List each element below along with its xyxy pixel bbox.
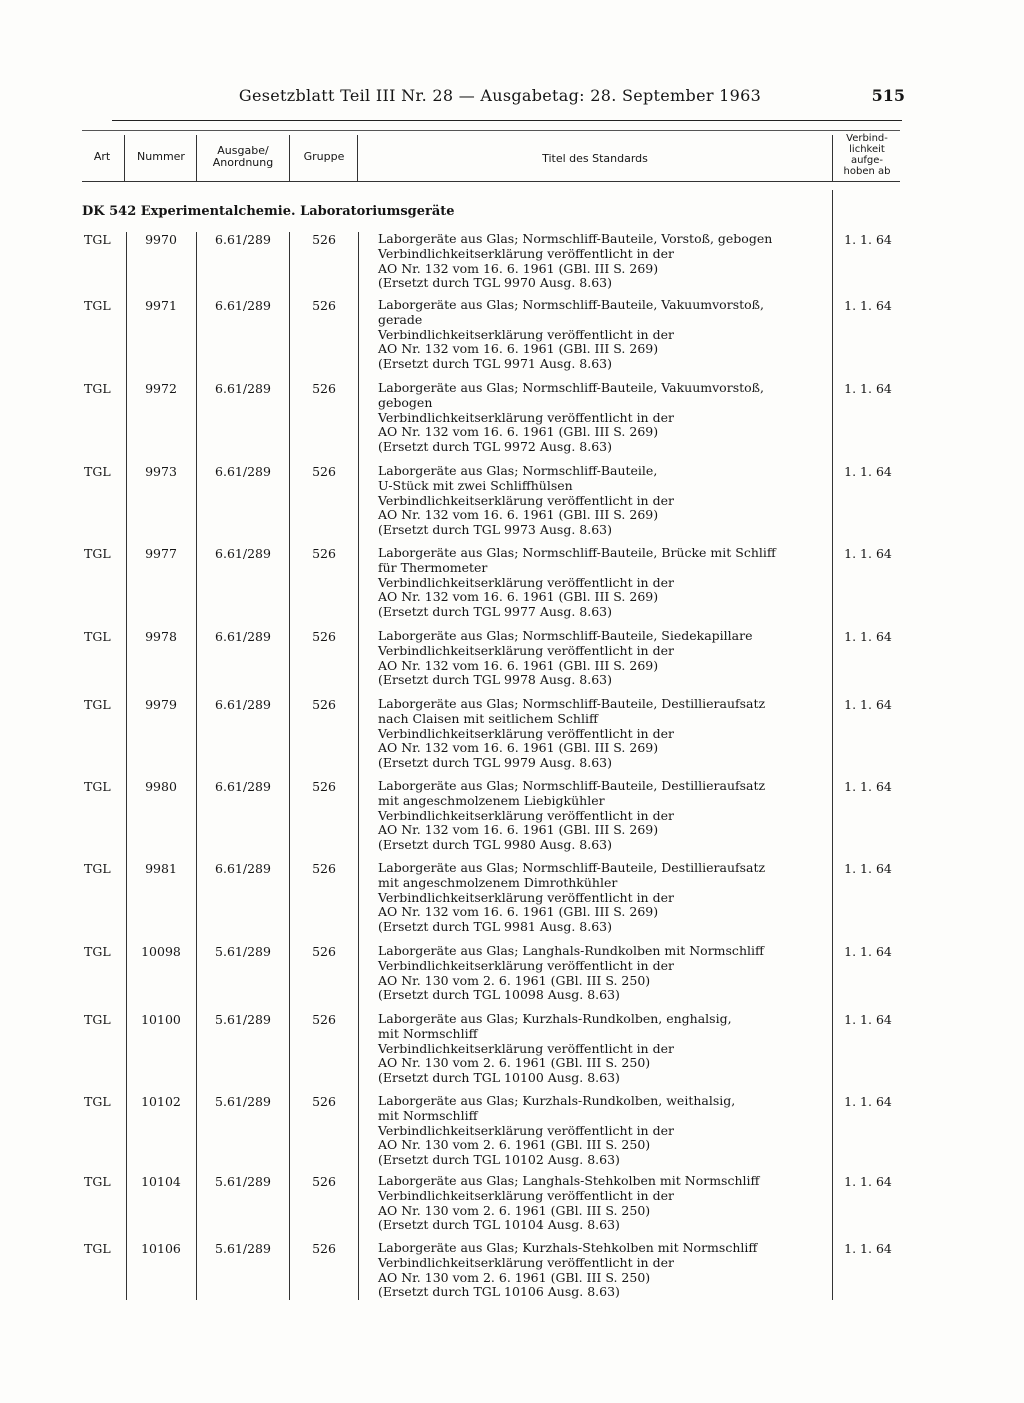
title-cell: [378, 1241, 830, 1300]
title-line: AO Nr. 132 vom 16. 6. 1961 (GBl. III S. 269): [378, 904, 659, 920]
column-divider: [124, 135, 125, 181]
ausgabe-cell: 6.61/289: [215, 232, 271, 247]
ausgabe-cell: 5.61/289: [215, 944, 271, 959]
nummer-cell: 10106: [141, 1241, 181, 1256]
art-cell: TGL: [84, 464, 111, 479]
title-line: Verbindlichkeitserklärung veröffentlicht in der: [378, 1254, 674, 1270]
nummer-cell: 9973: [145, 464, 177, 479]
title-line: Verbindlichkeitserklärung veröffentlicht in der: [378, 1040, 674, 1056]
verbindlichkeit-cell: 1. 1. 64: [844, 779, 892, 794]
title-line: (Ersetzt durch TGL 9970 Ausg. 8.63): [378, 275, 612, 291]
art-cell: TGL: [84, 1012, 111, 1027]
verbindlichkeit-cell: 1. 1. 64: [844, 1012, 892, 1027]
gruppe-cell: 526: [312, 861, 336, 876]
title-line: (Ersetzt durch TGL 9973 Ausg. 8.63): [378, 522, 612, 538]
page-number: 515: [871, 86, 905, 105]
title-line: Verbindlichkeitserklärung veröffentlicht in der: [378, 326, 674, 342]
art-cell: TGL: [84, 944, 111, 959]
title-cell: [378, 779, 830, 853]
ausgabe-cell: 6.61/289: [215, 464, 271, 479]
verbindlichkeit-cell: 1. 1. 64: [844, 298, 892, 313]
verbindlichkeit-cell: 1. 1. 64: [844, 1174, 892, 1189]
title-line: Verbindlichkeitserklärung veröffentlicht in der: [378, 574, 674, 590]
title-line: Verbindlichkeitserklärung veröffentlicht in der: [378, 245, 674, 261]
title-line: Laborgeräte aus Glas; Normschliff-Bauteile, Destillieraufsatz: [378, 696, 766, 711]
ausgabe-cell: 6.61/289: [215, 546, 271, 561]
title-line: mit angeschmolzenem Dimrothkühler: [378, 874, 618, 890]
nummer-cell: 10100: [141, 1012, 181, 1027]
title-line: Verbindlichkeitserklärung veröffentlicht in der: [378, 642, 674, 658]
column-header-nummer: Nummer: [137, 150, 185, 163]
verbindlichkeit-cell: 1. 1. 64: [844, 464, 892, 479]
column-divider: [289, 135, 290, 181]
title-line: Laborgeräte aus Glas; Kurzhals-Stehkolben mit Normschliff: [378, 1240, 758, 1255]
title-line: Laborgeräte aus Glas; Normschliff-Bauteile, Destillieraufsatz: [378, 778, 766, 793]
title-line: (Ersetzt durch TGL 9978 Ausg. 8.63): [378, 672, 612, 688]
column-header-ausgabe-line1: Ausgabe/: [217, 144, 269, 157]
title-line: Laborgeräte aus Glas; Langhals-Stehkolben mit Normschliff: [378, 1173, 760, 1188]
title-line: Laborgeräte aus Glas; Normschliff-Bauteile, Destillieraufsatz: [378, 860, 766, 875]
nummer-cell: 9977: [145, 546, 177, 561]
title-line: Verbindlichkeitserklärung veröffentlicht in der: [378, 409, 674, 425]
title-line: AO Nr. 130 vom 2. 6. 1961 (GBl. III S. 250): [378, 1269, 651, 1285]
title-line: AO Nr. 132 vom 16. 6. 1961 (GBl. III S. 269): [378, 740, 659, 756]
title-line: AO Nr. 132 vom 16. 6. 1961 (GBl. III S. 269): [378, 589, 659, 605]
verbindlichkeit-cell: 1. 1. 64: [844, 944, 892, 959]
column-header-ausgabe: [198, 145, 288, 169]
page-header-title: Gesetzblatt Teil III Nr. 28 — Ausgabetag: 28. September 1963: [238, 86, 762, 105]
art-cell: TGL: [84, 1174, 111, 1189]
title-line: mit angeschmolzenem Liebigkühler: [378, 792, 605, 808]
title-line: Laborgeräte aus Glas; Kurzhals-Rundkolben, enghalsig,: [378, 1011, 732, 1026]
title-line: (Ersetzt durch TGL 10104 Ausg. 8.63): [378, 1217, 620, 1233]
column-header-art: Art: [93, 150, 111, 163]
nummer-cell: 9972: [145, 381, 177, 396]
gruppe-cell: 526: [312, 464, 336, 479]
title-cell: [378, 1012, 830, 1086]
title-line: mit Normschliff: [378, 1107, 478, 1123]
title-line: Laborgeräte aus Glas; Normschliff-Bauteile, Siedekapillare: [378, 628, 753, 643]
verbindlichkeit-cell: 1. 1. 64: [844, 381, 892, 396]
column-divider: [126, 232, 127, 1300]
title-cell: [378, 546, 830, 620]
title-line: AO Nr. 132 vom 16. 6. 1961 (GBl. III S. 269): [378, 507, 659, 523]
title-line: Laborgeräte aus Glas; Langhals-Rundkolben mit Normschliff: [378, 943, 764, 958]
ausgabe-cell: 6.61/289: [215, 298, 271, 313]
verbindlichkeit-cell: 1. 1. 64: [844, 697, 892, 712]
section-title: DK 542 Experimentalchemie. Laboratoriumsgeräte: [82, 204, 455, 219]
title-line: nach Claisen mit seitlichem Schliff: [378, 710, 598, 726]
title-line: für Thermometer: [378, 559, 488, 575]
title-line: (Ersetzt durch TGL 9980 Ausg. 8.63): [378, 837, 612, 853]
art-cell: TGL: [84, 232, 111, 247]
title-line: Laborgeräte aus Glas; Normschliff-Bauteile, Vorstoß, gebogen: [378, 231, 773, 246]
nummer-cell: 10102: [141, 1094, 181, 1109]
title-line: Verbindlichkeitserklärung veröffentlicht in der: [378, 725, 674, 741]
gruppe-cell: 526: [312, 779, 336, 794]
column-header-gruppe: Gruppe: [303, 150, 345, 163]
column-header-verbindlichkeit: [834, 133, 900, 177]
title-line: AO Nr. 130 vom 2. 6. 1961 (GBl. III S. 250): [378, 972, 651, 988]
title-cell: [378, 298, 830, 372]
column-divider: [196, 232, 197, 1300]
title-line: AO Nr. 132 vom 16. 6. 1961 (GBl. III S. 269): [378, 657, 659, 673]
title-cell: [378, 697, 830, 771]
title-line: mit Normschliff: [378, 1025, 478, 1041]
column-header-ausgabe-line2: Anordnung: [212, 156, 274, 169]
title-line: AO Nr. 130 vom 2. 6. 1961 (GBl. III S. 250): [378, 1202, 651, 1218]
gruppe-cell: 526: [312, 1241, 336, 1256]
title-line: (Ersetzt durch TGL 10098 Ausg. 8.63): [378, 987, 620, 1003]
art-cell: TGL: [84, 1241, 111, 1256]
verbindlichkeit-cell: 1. 1. 64: [844, 861, 892, 876]
ausgabe-cell: 6.61/289: [215, 629, 271, 644]
ausgabe-cell: 5.61/289: [215, 1241, 271, 1256]
title-line: (Ersetzt durch TGL 10100 Ausg. 8.63): [378, 1070, 620, 1086]
column-header-verb-line4: hoben ab: [843, 166, 891, 177]
nummer-cell: 10098: [141, 944, 181, 959]
nummer-cell: 10104: [141, 1174, 181, 1189]
gruppe-cell: 526: [312, 944, 336, 959]
column-divider: [196, 135, 197, 181]
ausgabe-cell: 6.61/289: [215, 381, 271, 396]
title-line: (Ersetzt durch TGL 9981 Ausg. 8.63): [378, 919, 612, 935]
art-cell: TGL: [84, 1094, 111, 1109]
title-line: Verbindlichkeitserklärung veröffentlicht in der: [378, 492, 674, 508]
title-line: Verbindlichkeitserklärung veröffentlicht in der: [378, 957, 674, 973]
art-cell: TGL: [84, 861, 111, 876]
gruppe-cell: 526: [312, 1174, 336, 1189]
title-line: (Ersetzt durch TGL 10106 Ausg. 8.63): [378, 1284, 620, 1300]
gruppe-cell: 526: [312, 298, 336, 313]
nummer-cell: 9970: [145, 232, 177, 247]
title-cell: [378, 944, 830, 1003]
nummer-cell: 9981: [145, 861, 177, 876]
title-line: AO Nr. 130 vom 2. 6. 1961 (GBl. III S. 250): [378, 1137, 651, 1153]
column-divider: [832, 135, 833, 181]
title-line: (Ersetzt durch TGL 9977 Ausg. 8.63): [378, 604, 612, 620]
title-line: gerade: [378, 311, 423, 327]
verbindlichkeit-cell: 1. 1. 64: [844, 232, 892, 247]
nummer-cell: 9978: [145, 629, 177, 644]
title-line: Laborgeräte aus Glas; Kurzhals-Rundkolben, weithalsig,: [378, 1093, 736, 1108]
title-line: AO Nr. 130 vom 2. 6. 1961 (GBl. III S. 250): [378, 1055, 651, 1071]
header-rule: [112, 120, 902, 121]
verbindlichkeit-cell: 1. 1. 64: [844, 1094, 892, 1109]
title-line: AO Nr. 132 vom 16. 6. 1961 (GBl. III S. 269): [378, 822, 659, 838]
art-cell: TGL: [84, 546, 111, 561]
title-cell: [378, 1094, 830, 1168]
title-line: (Ersetzt durch TGL 9972 Ausg. 8.63): [378, 439, 612, 455]
gruppe-cell: 526: [312, 381, 336, 396]
ausgabe-cell: 5.61/289: [215, 1174, 271, 1189]
gruppe-cell: 526: [312, 1012, 336, 1027]
title-cell: [378, 232, 830, 291]
column-header-verb-line2: lichkeit: [849, 144, 885, 155]
verbindlichkeit-cell: 1. 1. 64: [844, 546, 892, 561]
title-line: AO Nr. 132 vom 16. 6. 1961 (GBl. III S. 269): [378, 424, 659, 440]
title-line: (Ersetzt durch TGL 10102 Ausg. 8.63): [378, 1152, 620, 1168]
column-header-verb-line1: Verbind-: [846, 133, 888, 144]
title-line: gebogen: [378, 394, 433, 410]
title-line: Verbindlichkeitserklärung veröffentlicht in der: [378, 807, 674, 823]
title-line: Laborgeräte aus Glas; Normschliff-Bauteile, Brücke mit Schliff: [378, 545, 776, 560]
title-line: (Ersetzt durch TGL 9971 Ausg. 8.63): [378, 356, 612, 372]
nummer-cell: 9979: [145, 697, 177, 712]
ausgabe-cell: 5.61/289: [215, 1094, 271, 1109]
title-line: Verbindlichkeitserklärung veröffentlicht in der: [378, 1187, 674, 1203]
art-cell: TGL: [84, 381, 111, 396]
ausgabe-cell: 6.61/289: [215, 861, 271, 876]
art-cell: TGL: [84, 779, 111, 794]
column-divider: [289, 232, 290, 1300]
title-line: (Ersetzt durch TGL 9979 Ausg. 8.63): [378, 755, 612, 771]
ausgabe-cell: 6.61/289: [215, 697, 271, 712]
column-divider: [832, 190, 833, 1300]
column-header-titel: Titel des Standards: [542, 152, 648, 165]
title-line: Laborgeräte aus Glas; Normschliff-Bauteile,: [378, 463, 658, 478]
title-line: Laborgeräte aus Glas; Normschliff-Bauteile, Vakuumvorstoß,: [378, 380, 764, 395]
title-cell: [378, 861, 830, 935]
gruppe-cell: 526: [312, 697, 336, 712]
title-cell: [378, 1174, 830, 1233]
nummer-cell: 9980: [145, 779, 177, 794]
art-cell: TGL: [84, 697, 111, 712]
column-header-verb-line3: aufge-: [850, 155, 884, 166]
title-cell: [378, 381, 830, 455]
verbindlichkeit-cell: 1. 1. 64: [844, 1241, 892, 1256]
title-line: U-Stück mit zwei Schliffhülsen: [378, 477, 573, 493]
title-line: AO Nr. 132 vom 16. 6. 1961 (GBl. III S. 269): [378, 341, 659, 357]
nummer-cell: 9971: [145, 298, 177, 313]
ausgabe-cell: 6.61/289: [215, 779, 271, 794]
gruppe-cell: 526: [312, 546, 336, 561]
header-bottom-rule: [82, 181, 900, 182]
art-cell: TGL: [84, 629, 111, 644]
verbindlichkeit-cell: 1. 1. 64: [844, 629, 892, 644]
title-cell: [378, 464, 830, 538]
title-line: Verbindlichkeitserklärung veröffentlicht in der: [378, 889, 674, 905]
gruppe-cell: 526: [312, 232, 336, 247]
ausgabe-cell: 5.61/289: [215, 1012, 271, 1027]
gruppe-cell: 526: [312, 629, 336, 644]
title-line: AO Nr. 132 vom 16. 6. 1961 (GBl. III S. 269): [378, 260, 659, 276]
art-cell: TGL: [84, 298, 111, 313]
table-top-rule: [82, 130, 900, 131]
gruppe-cell: 526: [312, 1094, 336, 1109]
column-divider: [357, 135, 358, 181]
column-divider: [358, 232, 359, 1300]
title-line: Verbindlichkeitserklärung veröffentlicht in der: [378, 1122, 674, 1138]
title-line: Laborgeräte aus Glas; Normschliff-Bauteile, Vakuumvorstoß,: [378, 297, 764, 312]
title-cell: [378, 629, 830, 688]
